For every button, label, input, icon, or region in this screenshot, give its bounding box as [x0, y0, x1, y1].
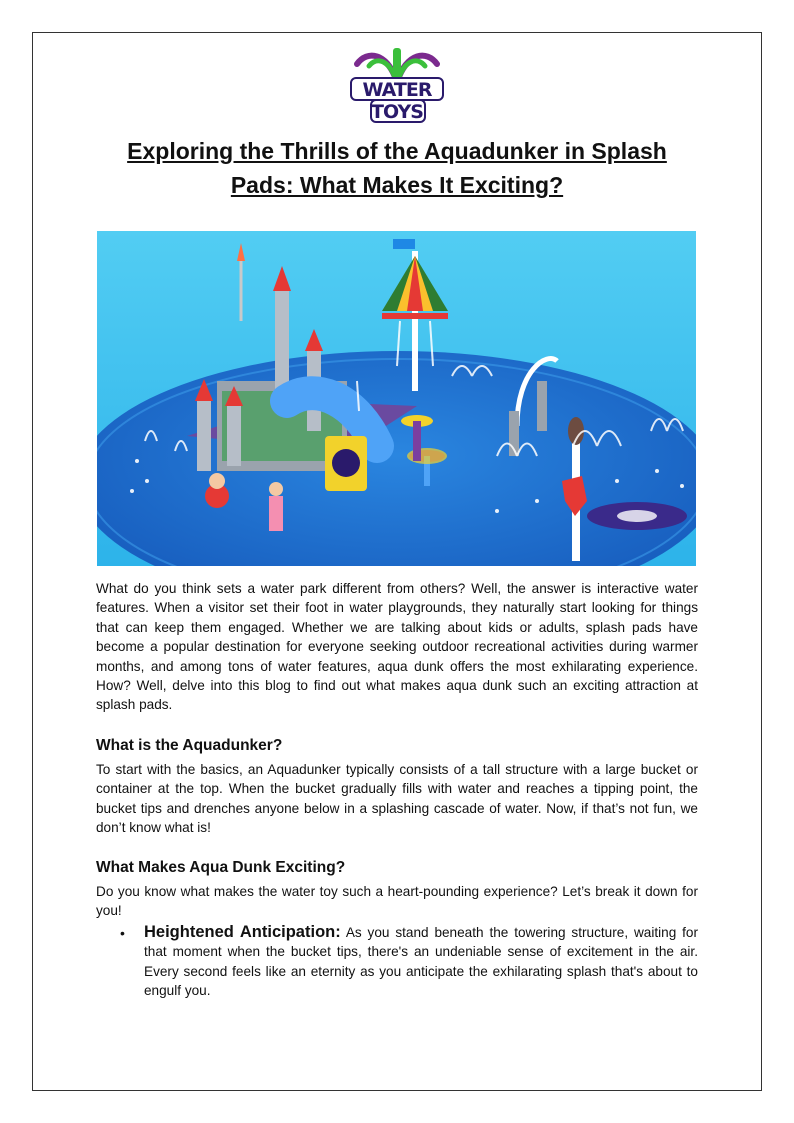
- water-toys-logo: [347, 42, 447, 128]
- section-body-exciting: Do you know what makes the water toy such a heart-pounding experience? Let’s break it down for you!: [96, 884, 698, 919]
- intro-paragraph: What do you think sets a water park different from others? Well, the answer is interactive water features. When a visitor set their foot in water playgrounds, they naturally start looking for things that can keep them engaged. Whether we are talking about kids or adults, splash pads have become a popular destination for everyone seeking outdoor recreational activities during warmer months, and among tons of water features, aqua dunk offers the most exhilarating experience. How? Well, delve into this blog to find out what makes aqua dunk such an exciting attraction at splash pads.: [96, 581, 698, 713]
- bullet-body: As you stand beneath the towering structure, waiting for that moment when the bucket tips, there's an undeniable sense of excitement in the air. Every second feels like an eternity as you anticipate the exhilarating splash that's about to engulf you.: [144, 925, 698, 999]
- section-heading-what-is: What is the Aquadunker?: [96, 737, 283, 754]
- page-title: Exploring the Thrills of the Aquadunker in Splash Pads: What Makes It Exciting?: [127, 138, 667, 198]
- section-body-what-is: To start with the basics, an Aquadunker typically consists of a tall structure with a large bucket or container at the top. When the bucket gradually fills with water and reaches a tipping point, the bucket tips and drenches anyone below in a splashing cascade of water. Now, if that’s not fun, we don’t know what is!: [96, 762, 698, 836]
- bullet-marker-icon: •: [120, 925, 125, 941]
- splash-pad-illustration: [97, 231, 696, 566]
- bullet-item: [144, 923, 698, 1001]
- bullet-lead: Heightened Anticipation:: [144, 923, 341, 941]
- section-heading-exciting: What Makes Aqua Dunk Exciting?: [96, 859, 346, 876]
- logo-wordmark-line2: TOYS: [371, 101, 423, 123]
- hero-image: [97, 231, 696, 566]
- logo-wordmark-line1: WATER: [362, 79, 432, 101]
